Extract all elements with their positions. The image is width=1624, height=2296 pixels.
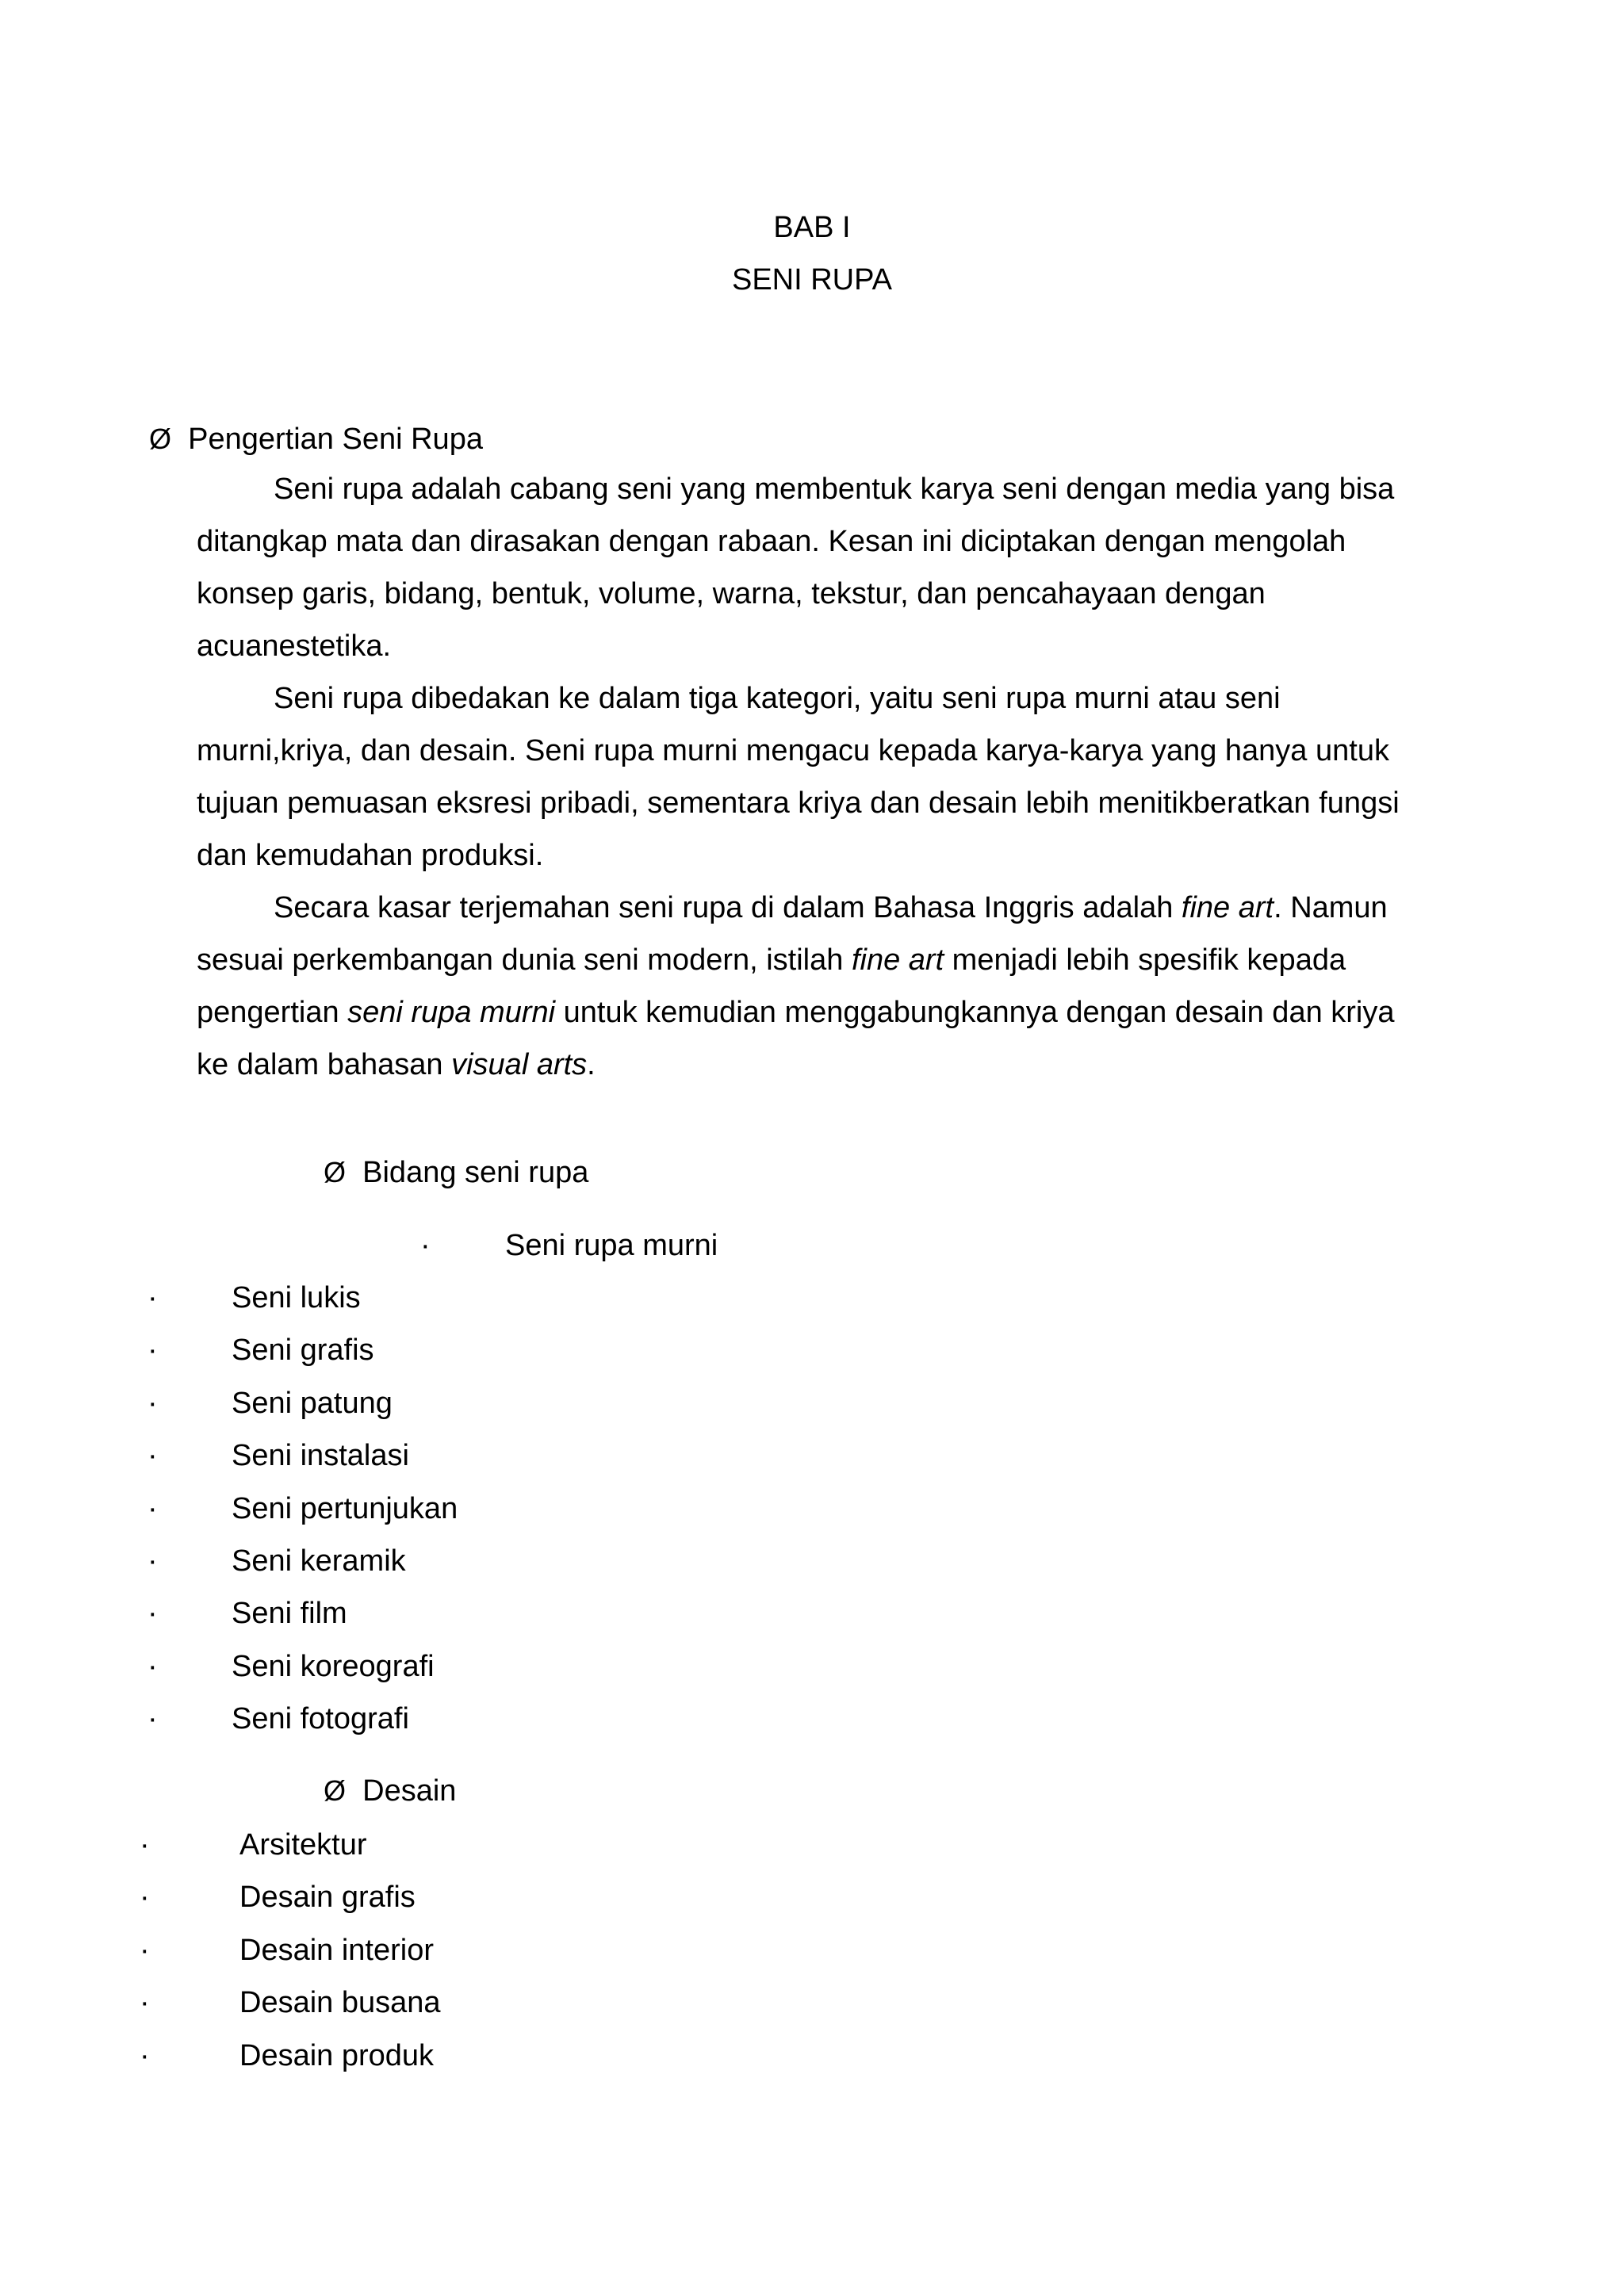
bullet-dot-icon: · <box>420 1229 431 1262</box>
list-item: Seni pertunjukan <box>232 1491 458 1525</box>
sub-heading: Seni rupa murni <box>505 1229 718 1262</box>
italic-term: fine art <box>851 943 944 977</box>
paragraph-line: murni,kriya, dan desain. Seni rupa murni mengacu kepada karya-karya yang hanya untuk <box>197 734 1389 767</box>
bullet-dot-icon: · <box>147 1281 158 1314</box>
chapter-number: BAB I <box>773 211 851 244</box>
bullet-dot-icon: · <box>147 1702 158 1736</box>
bullet-dot-icon: · <box>147 1649 158 1683</box>
list-item: Desain busana <box>239 1986 441 2020</box>
paragraph-line: acuanestetika. <box>197 629 392 663</box>
paragraph-line: Seni rupa adalah cabang seni yang membentuk karya seni dengan media yang bisa <box>274 473 1395 506</box>
bullet-dot-icon: · <box>147 1544 158 1578</box>
bullet-dot-icon: · <box>140 1986 150 2020</box>
list-item: Desain produk <box>239 2038 435 2072</box>
section-heading-pengertian <box>149 424 483 454</box>
paragraph-line: dan kemudahan produksi. <box>197 839 544 872</box>
list-item: Seni koreografi <box>232 1649 435 1683</box>
paragraph-line: ditangkap mata dan dirasakan dengan rabaan. Kesan ini diciptakan dengan mengolah <box>197 525 1346 558</box>
list-item: Seni instalasi <box>232 1439 409 1473</box>
bullet-dot-icon: · <box>140 1828 150 1862</box>
bullet-dot-icon: · <box>140 2038 150 2072</box>
section-heading-desain <box>324 1776 456 1806</box>
bullet-dot-icon: · <box>147 1386 158 1420</box>
paragraph-line: Secara kasar terjemahan seni rupa di dalam Bahasa Inggris adalah fine art. Namun <box>274 891 1388 924</box>
paragraph-line: konsep garis, bidang, bentuk, volume, warna, tekstur, dan pencahayaan dengan <box>197 577 1266 610</box>
paragraph-line: ke dalam bahasan visual arts. <box>197 1048 596 1081</box>
list-item: Seni keramik <box>232 1544 406 1578</box>
italic-term: visual arts <box>451 1048 588 1081</box>
list-item: Seni grafis <box>232 1334 374 1368</box>
bullet-dot-icon: · <box>147 1334 158 1368</box>
bullet-dot-icon: · <box>140 1881 150 1915</box>
bullet-dot-icon: · <box>140 1933 150 1967</box>
arrow-bullet-icon: Ø <box>149 423 172 455</box>
paragraph-line: tujuan pemuasan eksresi pribadi, sementara kriya dan desain lebih menitikberatkan fungsi <box>197 786 1400 820</box>
chapter-title: SENI RUPA <box>731 263 892 297</box>
paragraph-line: pengertian seni rupa murni untuk kemudian menggabungkannya dengan desain dan kriya <box>197 996 1395 1029</box>
arrow-bullet-icon: Ø <box>324 1156 347 1188</box>
list-item: Seni lukis <box>232 1281 361 1314</box>
italic-term: fine art <box>1181 891 1274 924</box>
italic-term: seni rupa murni <box>347 996 556 1029</box>
list-item: Desain interior <box>239 1933 434 1967</box>
bullet-dot-icon: · <box>147 1491 158 1525</box>
bullet-dot-icon: · <box>147 1439 158 1473</box>
section-heading-text: Bidang seni rupa <box>362 1156 589 1189</box>
paragraph-line: sesuai perkembangan dunia seni modern, istilah fine art menjadi lebih spesifik kepada <box>197 943 1346 977</box>
section-heading-text: Desain <box>362 1774 457 1808</box>
list-item: Desain grafis <box>239 1881 416 1915</box>
list-item: Seni fotografi <box>232 1702 409 1736</box>
bullet-dot-icon: · <box>147 1597 158 1631</box>
list-item: Arsitektur <box>239 1828 367 1862</box>
paragraph-line: Seni rupa dibedakan ke dalam tiga kategori, yaitu seni rupa murni atau seni <box>274 682 1281 715</box>
arrow-bullet-icon: Ø <box>324 1774 347 1807</box>
list-item: Seni film <box>232 1597 347 1631</box>
section-heading-text: Pengertian Seni Rupa <box>188 423 483 456</box>
section-heading-bidang <box>324 1158 588 1188</box>
list-item: Seni patung <box>232 1386 393 1420</box>
